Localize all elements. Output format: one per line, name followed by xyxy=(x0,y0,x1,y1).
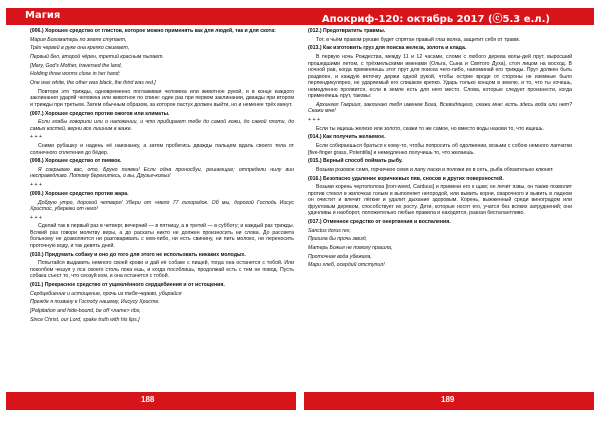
paragraph: (007.) Хорошее средство против ожогов или климаты. xyxy=(30,110,170,117)
paragraph: (010.) Придумать собаку и оно до того для этого не испольовать никаких молодых. xyxy=(30,251,246,258)
paragraph: (014.) Как получить желаемое. xyxy=(308,134,386,141)
paragraph: Сердцебиение и истощение, прочь из тебя-черево, убирайся xyxy=(30,290,182,297)
paragraph: [Palpitation and hide-bound, be off <name> ribs, xyxy=(30,308,141,314)
paragraph: Добрую утро, дорогой четверг! Убери от «мело 77 лихорадок. Об мы, дорогой Господь Иисус Христос, убережи от него! xyxy=(30,199,294,212)
paragraph: Архангел Гавриил, заклинаю тебя именем Бога, Всевидящего, скажи мне: есть здесь вода или нет? Скажи мне! xyxy=(308,101,572,115)
paragraph: Если ты ищешь железо или золото, скажи то же самое, но вместо воды назови то, что ищешь. xyxy=(316,125,544,132)
paragraph: Сними рубашку и надень её наизнанку, а затем пробегись дважды пальцем вдаль своего тела от солнечного сплетения до бёдер. xyxy=(30,143,294,156)
paragraph: (016.) Безопасно удаление коричневых пяв, сносов и других поверхностей. xyxy=(308,175,504,182)
paragraph: (012.) Предотвратить травмы. xyxy=(308,28,386,34)
paragraph: Holding three worms close in her hand; xyxy=(30,71,120,78)
left-page-body xyxy=(30,28,294,376)
paragraph: Пришла бы прочь звезд, xyxy=(308,236,368,243)
paragraph: Трёх червей в руке она крепко сжимает, xyxy=(30,45,130,52)
paragraph: Тот, в чьём правом рукаве будет спрятан правый глаз волка, защитит себя от травм. xyxy=(316,36,520,43)
paragraph: Прежде я позвану к Господу нашему, Иисусу Христе. xyxy=(30,299,160,306)
paragraph: Возьми розовое семя, горчичное семя и лапу ласки и положи их в сеть, рыба обязательно клюнет. xyxy=(316,166,554,173)
paragraph: Я сокрываю вас, ото, Бруно пиявки! Если одна проносбуи, решающие; отпредели нилу вин несправедливо. Потому берегитесь, о вы, Друзья-кольи! xyxy=(30,166,294,180)
page-number-right: 189 xyxy=(441,395,455,404)
paragraph: + + + xyxy=(30,134,42,141)
paragraph: Если глабы говорили или о наложении, и что прибирают тебе до самой кожи, до самой плоти, до самых костей, верни все лишним в жаже. xyxy=(30,119,294,132)
paragraph: [Mary, God's Mother, traversed the land, xyxy=(30,62,123,69)
paragraph: Матерь Божья не помогу прашла, xyxy=(308,245,393,251)
paragraph: Попытайся выдавить немного своей крови и дай её собаке с пищей, тогда она останется с тобой. Или поколбом чешуя у пса своего столь пока ешь, и когда пособлишь, продолжай есть с тем не повод. Пусть собака съест то, что сеозуй ком, и она останется с тобой. xyxy=(30,260,294,280)
paragraph: + + + xyxy=(308,116,320,123)
paragraph: Since Christ, our Lord, spake truth with his lips.] xyxy=(30,316,140,323)
paragraph: Мари хлеб, осердий отступил! xyxy=(308,262,385,269)
paragraph: + + + xyxy=(30,214,42,221)
right-page-body xyxy=(308,28,572,376)
paragraph: Проточная вода убежала, xyxy=(308,253,372,260)
left-footer-bar xyxy=(6,392,296,410)
paragraph: (006.) Хорошее средство от глистов, которое можно применять как для людей, так и для скота: xyxy=(30,28,276,34)
right-footer-bar xyxy=(304,392,594,410)
paragraph: Если собираешься браться к кому-то, чтобы попросить об одолжении, возьми с собою немного лапчатки [five-finger grass, Potentilla] и немедленно получишь то, что желаешь. xyxy=(308,143,572,156)
paragraph: Первый бел, второй чёрен, третий красным пылает. xyxy=(30,54,164,61)
page-number-left: 188 xyxy=(141,395,155,404)
issue-title: Апокриф-120: октябрь 2017 (ⓒ5.3 е.л.) xyxy=(321,14,550,25)
paragraph: One was white, the other was black, the third was red.] xyxy=(30,80,156,87)
paragraph: (013.) Как изготовить груз для поиска железа, золота и клада. xyxy=(308,45,467,52)
paragraph: (015.) Верный способ поймать рыбу. xyxy=(308,158,403,165)
paragraph: Сделай так в первый раз в четверг, вечерний — в пятницу, а в третий — в субботу; и каждый раз трижды. Всякий раз говори молитву веры, а до раскаты никто не должен произносить ни слова. До рассвета больному не дозволяется ни разговаривать с кем-либо, ни есть свинину, ни пить молоко, ни переносить проточную воду, и так девять дней. xyxy=(30,223,294,249)
header-bar xyxy=(6,8,594,25)
paragraph: + + + xyxy=(30,182,42,189)
paragraph: Мария Богоматерь по земле ступает, xyxy=(30,36,127,43)
paragraph: В первую ночь Рождества, между 11 и 12 часами, сломи с любого дерева волы-дей прут, выросший прошедшими летом, с трёхмельскими именами (Ольга, Сына и Святого Духа), стоя лицом на восход. В ночной рав, когда применяешь этот прут для поиска чего-либо, напоминай его трижды. Прут должен быть раздвоен, и каждую веточку держи одной рукой, чтобы острие вроде от стороны не иземные было перпендикулярно, не ударяемый его слишком крепко. Ударь только концом в землю, и то, что ты хочешь, немедленно проявится, если в земле есть для него место. Слова, которые следует произнести, когда применяешь прут, таковы: xyxy=(308,54,572,100)
paragraph: (017.) Отменное средство от онертвения и воспаления. xyxy=(308,218,451,225)
paragraph: (009.) Хорошее средство против жара. xyxy=(30,190,129,197)
paragraph: Повтори это трижды, одновременно поглаживая человека или животное рукой, и в конце каждого заклинания ударяй человека или животное по спине: один раз при первом заклинании, дважды при втором и трижды при третьем. Затем обычным образом, за которое пастух должен выйти, но и неменее трёх минут. xyxy=(30,88,294,108)
paragraph: Возьми корень чертополоха [iron-weed, Carduus] и примени его к щам; он лечит язвы, он также позволит против стекол в жилочках голым и выполняет негородой, или вывить корни, сварочного и вывить в ладном он очистит и влечит лёгкие и удалит дыхание здоровым. Корень, выжженный среди виноградом или фруктовым деревом, способствует их росту. Дети, которые носят его, учатся без всяких затруднений; они удачливы и наоборот, положительно любые правила и находятся, разная бесталантливо. xyxy=(308,184,572,217)
paragraph: (008.) Хорошее средство от пиявок. xyxy=(30,158,122,165)
paragraph: Sanctus itorus rex, xyxy=(308,227,351,234)
section-title: Магия xyxy=(25,10,61,21)
paragraph: (011.) Прекрасное средство от ущемлённого сердцебиения и от истощения. xyxy=(30,281,225,288)
